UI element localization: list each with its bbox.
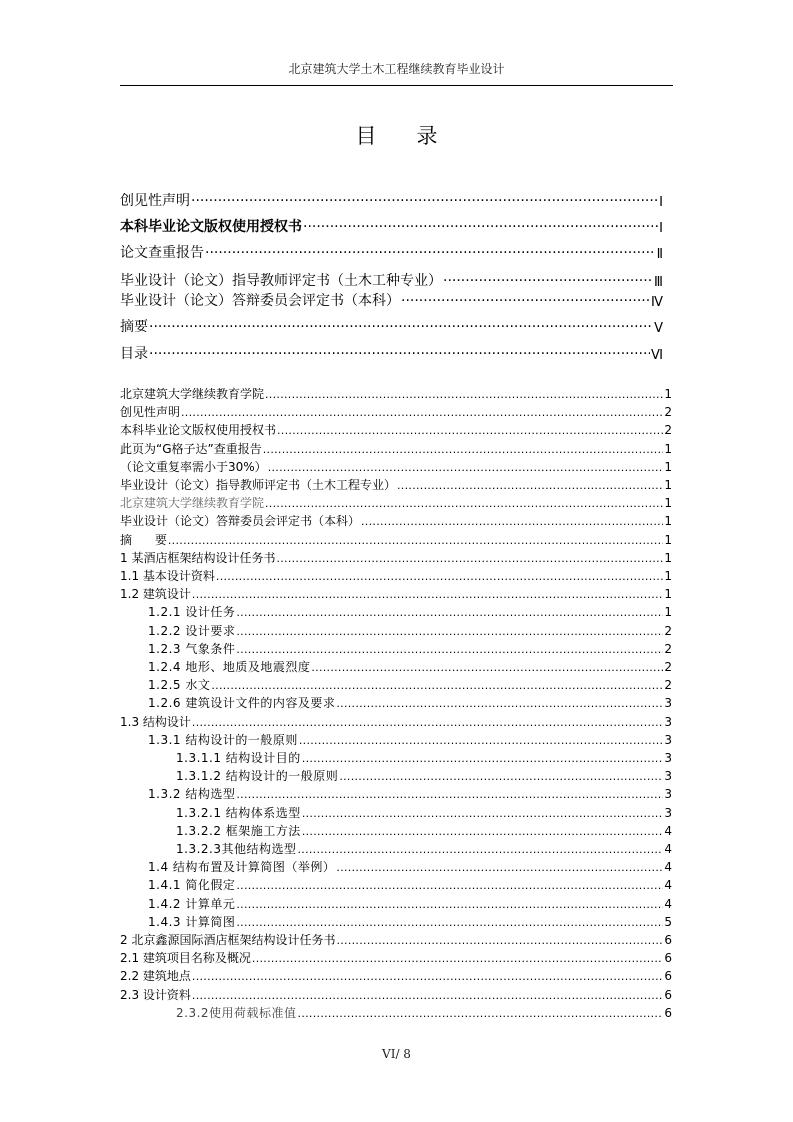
- toc-entry[interactable]: [176, 821, 672, 839]
- dot-leader: [192, 968, 663, 984]
- front-toc-entry-label: 毕业设计（论文）答辩委员会评定书（本科）: [120, 293, 400, 309]
- dot-leader: [298, 1005, 664, 1021]
- front-toc-entry-label: 毕业设计（论文）指导教师评定书（土木工种专业）: [120, 273, 442, 289]
- toc-entry-page: 1: [664, 442, 672, 456]
- dot-leader: [336, 932, 663, 948]
- toc-entry-label: 1.3.2 结构选型: [148, 787, 236, 801]
- front-toc-entry-label: 论文查重报告: [120, 245, 204, 261]
- toc-entry[interactable]: [148, 730, 672, 748]
- toc-entry-page: 4: [664, 860, 672, 874]
- front-toc-entry[interactable]: [120, 188, 663, 210]
- toc-entry-page: 4: [664, 878, 672, 892]
- toc-entry-label: 1.4.1 简化假定: [148, 878, 236, 892]
- dot-leader: [268, 459, 664, 475]
- toc-entry-page: 2: [664, 405, 672, 419]
- toc-entry-page: 1: [664, 496, 672, 510]
- dot-leader: [276, 550, 663, 566]
- toc-entry-page: 3: [664, 751, 672, 765]
- dot-leader: [149, 318, 653, 336]
- dot-leader: [302, 750, 664, 766]
- dot-leader: [277, 422, 663, 438]
- toc-entry[interactable]: [176, 803, 672, 821]
- toc-title: [0, 120, 793, 150]
- dot-leader: [216, 568, 663, 584]
- toc-entry-page: 1: [664, 533, 672, 547]
- toc-entry[interactable]: [120, 493, 672, 511]
- toc-entry[interactable]: [148, 784, 672, 802]
- toc-entry-label: 1.3.2.2 框架施工方法: [176, 824, 301, 838]
- dot-leader: [265, 386, 663, 402]
- title-char-1: 目: [355, 124, 377, 148]
- front-toc-entry-page: Ⅱ: [656, 247, 663, 262]
- toc-entry-label: 1.3 结构设计: [120, 715, 191, 729]
- front-toc-entry-page: Ⅲ: [654, 275, 663, 290]
- dot-leader: [191, 192, 658, 210]
- dot-leader: [361, 513, 663, 529]
- front-toc-entry[interactable]: [120, 268, 663, 290]
- toc-entry-page: 1: [664, 478, 672, 492]
- dot-leader: [336, 859, 663, 875]
- front-toc-entry[interactable]: [120, 288, 663, 310]
- toc-entry[interactable]: [148, 639, 672, 657]
- toc-entry-label: 2.3 设计资料: [120, 988, 191, 1002]
- dot-leader: [397, 477, 663, 493]
- toc-entry-page: 1: [664, 569, 672, 583]
- toc-entry-label: 毕业设计（论文）答辩委员会评定书（本科）: [120, 514, 361, 528]
- toc-entry-page: 6: [664, 951, 672, 965]
- toc-entry-page: 5: [664, 915, 672, 929]
- toc-entry[interactable]: [148, 875, 672, 893]
- dot-leader: [192, 586, 663, 602]
- toc-entry[interactable]: [120, 457, 672, 475]
- dot-leader: [236, 786, 663, 802]
- dot-leader: [263, 441, 664, 457]
- front-toc-entry-page: Ⅰ: [659, 221, 663, 236]
- toc-entry-label: 2.2 建筑地点: [120, 969, 191, 983]
- toc-entry-page: 4: [664, 824, 672, 838]
- toc-entry-label: 1.3.2.3其他结构选型: [176, 842, 297, 856]
- front-toc-entry-label: 本科毕业论文版权使用授权书: [120, 219, 302, 235]
- toc-entry-page: 6: [664, 933, 672, 947]
- toc-entry-page: 6: [664, 1006, 672, 1020]
- toc-entry-page: 2: [664, 642, 672, 656]
- toc-entry-label: 北京建筑大学继续教育学院: [120, 387, 265, 401]
- dot-leader: [236, 641, 663, 657]
- toc-entry-label: 1.2.1 设计任务: [148, 605, 236, 619]
- toc-entry[interactable]: [120, 948, 672, 966]
- toc-entry-page: 2: [664, 678, 672, 692]
- toc-entry-page: 3: [664, 733, 672, 747]
- dot-leader: [181, 404, 663, 420]
- toc-entry-page: 1: [664, 551, 672, 565]
- toc-entry-label: 此页为“G格子达”查重报告: [120, 442, 262, 456]
- toc-entry-label: 1.2 建筑设计: [120, 587, 191, 601]
- dot-leader: [336, 695, 663, 711]
- dot-leader: [299, 732, 664, 748]
- toc-entry-label: 2.1 建筑项目名称及概况: [120, 951, 251, 965]
- toc-entry[interactable]: [120, 584, 672, 602]
- front-toc-entry[interactable]: [120, 214, 663, 236]
- dot-leader: [302, 805, 664, 821]
- front-toc-entry-label: 创见性声明: [120, 193, 190, 209]
- dot-leader: [252, 950, 663, 966]
- toc-entry-label: 1.4.3 计算简图: [148, 915, 236, 929]
- toc-entry[interactable]: [176, 748, 672, 766]
- toc-entry-label: 北京建筑大学继续教育学院: [120, 496, 265, 510]
- toc-entry[interactable]: [120, 420, 672, 438]
- toc-entry[interactable]: [120, 439, 672, 457]
- toc-entry[interactable]: [120, 566, 672, 584]
- toc-entry-label: 创见性声明: [120, 405, 181, 419]
- toc-entry[interactable]: [148, 693, 672, 711]
- toc-entry-label: 1.3.1.1 结构设计目的: [176, 751, 301, 765]
- dot-leader: [149, 345, 650, 363]
- toc-entry-label: 1.3.1.2 结构设计的一般原则: [176, 769, 339, 783]
- toc-entry-label: 本科毕业论文版权使用授权书: [120, 423, 277, 437]
- toc-entry[interactable]: [120, 475, 672, 493]
- toc-entry-label: （论文重复率需小于30%）: [120, 460, 267, 474]
- toc-entry-label: 1.2.5 水文: [148, 678, 211, 692]
- front-toc-entry-page: Ⅳ: [651, 295, 663, 310]
- toc-entry-label: 1.2.3 气象条件: [148, 642, 236, 656]
- dot-leader: [236, 896, 663, 912]
- dot-leader: [211, 677, 663, 693]
- toc-entry-page: 6: [664, 988, 672, 1002]
- toc-entry[interactable]: [148, 602, 672, 620]
- dot-leader: [311, 659, 663, 675]
- header-rule: [120, 85, 673, 86]
- toc-entry-label: 2 北京鑫源国际酒店框架结构设计任务书: [120, 933, 336, 947]
- toc-entry[interactable]: [120, 402, 672, 420]
- toc-entry-label: 1.2.4 地形、地质及地震烈度: [148, 660, 311, 674]
- front-toc-entry-page: Ⅴ: [654, 321, 663, 336]
- toc-entry-label: 1.3.2.1 结构体系选型: [176, 806, 301, 820]
- toc-entry[interactable]: [176, 839, 672, 857]
- dot-leader: [401, 292, 650, 310]
- toc-entry-page: 3: [664, 787, 672, 801]
- front-toc-entry[interactable]: [120, 341, 663, 363]
- dot-leader: [339, 768, 663, 784]
- page-footer: VI/ 8: [382, 1047, 411, 1061]
- toc-entry-page: 2: [664, 423, 672, 437]
- dot-leader: [236, 877, 663, 893]
- toc-entry-page: 1: [664, 514, 672, 528]
- toc-entry[interactable]: [148, 675, 672, 693]
- toc-entry[interactable]: [148, 857, 672, 875]
- dot-leader: [297, 841, 663, 857]
- toc-entry-label: 1.4 结构布置及计算简图（举例）: [148, 860, 336, 874]
- toc-entry-label: 1.3.1 结构设计的一般原则: [148, 733, 298, 747]
- toc-entry-label: 1.2.2 设计要求: [148, 624, 236, 638]
- toc-entry[interactable]: [120, 712, 672, 730]
- front-toc-entry-label: 摘要: [120, 319, 148, 335]
- front-toc-entry-label: 目录: [120, 346, 148, 362]
- toc-entry-label: 1.4.2 计算单元: [148, 897, 236, 911]
- toc-entry-page: 2: [664, 624, 672, 638]
- dot-leader: [236, 914, 663, 930]
- dot-leader: [192, 987, 663, 1003]
- title-char-2: 录: [416, 124, 438, 148]
- dot-leader: [236, 623, 663, 639]
- page-header: 北京建筑大学土木工程继续教育毕业设计: [288, 62, 505, 76]
- toc-entry[interactable]: [176, 1003, 672, 1021]
- dot-leader: [205, 244, 656, 262]
- toc-entry[interactable]: [176, 766, 672, 784]
- dot-leader: [265, 495, 663, 511]
- toc-entry[interactable]: [120, 511, 672, 529]
- toc-entry-page: 3: [664, 806, 672, 820]
- toc-entry-label: 毕业设计（论文）指导教师评定书（土木工程专业）: [120, 478, 397, 492]
- toc-entry[interactable]: [148, 621, 672, 639]
- toc-entry-label: 1.2.6 建筑设计文件的内容及要求: [148, 696, 336, 710]
- toc-entry-label: 2.3.2使用荷载标准值: [176, 1006, 297, 1020]
- toc-entry-label: 1.1 基本设计资料: [120, 569, 215, 583]
- toc-entry[interactable]: [148, 894, 672, 912]
- toc-entry[interactable]: [148, 657, 672, 675]
- toc-entry-page: 4: [664, 897, 672, 911]
- toc-entry-page: 4: [664, 842, 672, 856]
- toc-entry[interactable]: [120, 966, 672, 984]
- toc-entry[interactable]: [148, 912, 672, 930]
- dot-leader: [303, 218, 658, 236]
- toc-entry-label: 1 某酒店框架结构设计任务书: [120, 551, 276, 565]
- front-toc-entry[interactable]: [120, 314, 663, 336]
- front-toc-entry[interactable]: [120, 240, 663, 262]
- toc-entry-page: 1: [664, 460, 672, 474]
- front-toc-entry-page: Ⅵ: [651, 348, 663, 363]
- dot-leader: [302, 823, 664, 839]
- toc-entry-page: 1: [664, 605, 672, 619]
- toc-entry-page: 2: [664, 660, 672, 674]
- front-toc-entry-page: Ⅰ: [659, 195, 663, 210]
- toc-entry-label: 摘 要: [120, 533, 167, 547]
- toc-entry-page: 6: [664, 969, 672, 983]
- dot-leader: [236, 604, 663, 620]
- toc-entry[interactable]: [120, 384, 672, 402]
- toc-entry-page: 3: [664, 715, 672, 729]
- toc-entry-page: 1: [664, 387, 672, 401]
- toc-entry-page: 1: [664, 587, 672, 601]
- toc-entry-page: 3: [664, 769, 672, 783]
- toc-entry[interactable]: [120, 985, 672, 1003]
- toc-entry-page: 3: [664, 696, 672, 710]
- dot-leader: [168, 532, 663, 548]
- toc-entry[interactable]: [120, 530, 672, 548]
- toc-entry[interactable]: [120, 930, 672, 948]
- dot-leader: [192, 714, 663, 730]
- toc-entry[interactable]: [120, 548, 672, 566]
